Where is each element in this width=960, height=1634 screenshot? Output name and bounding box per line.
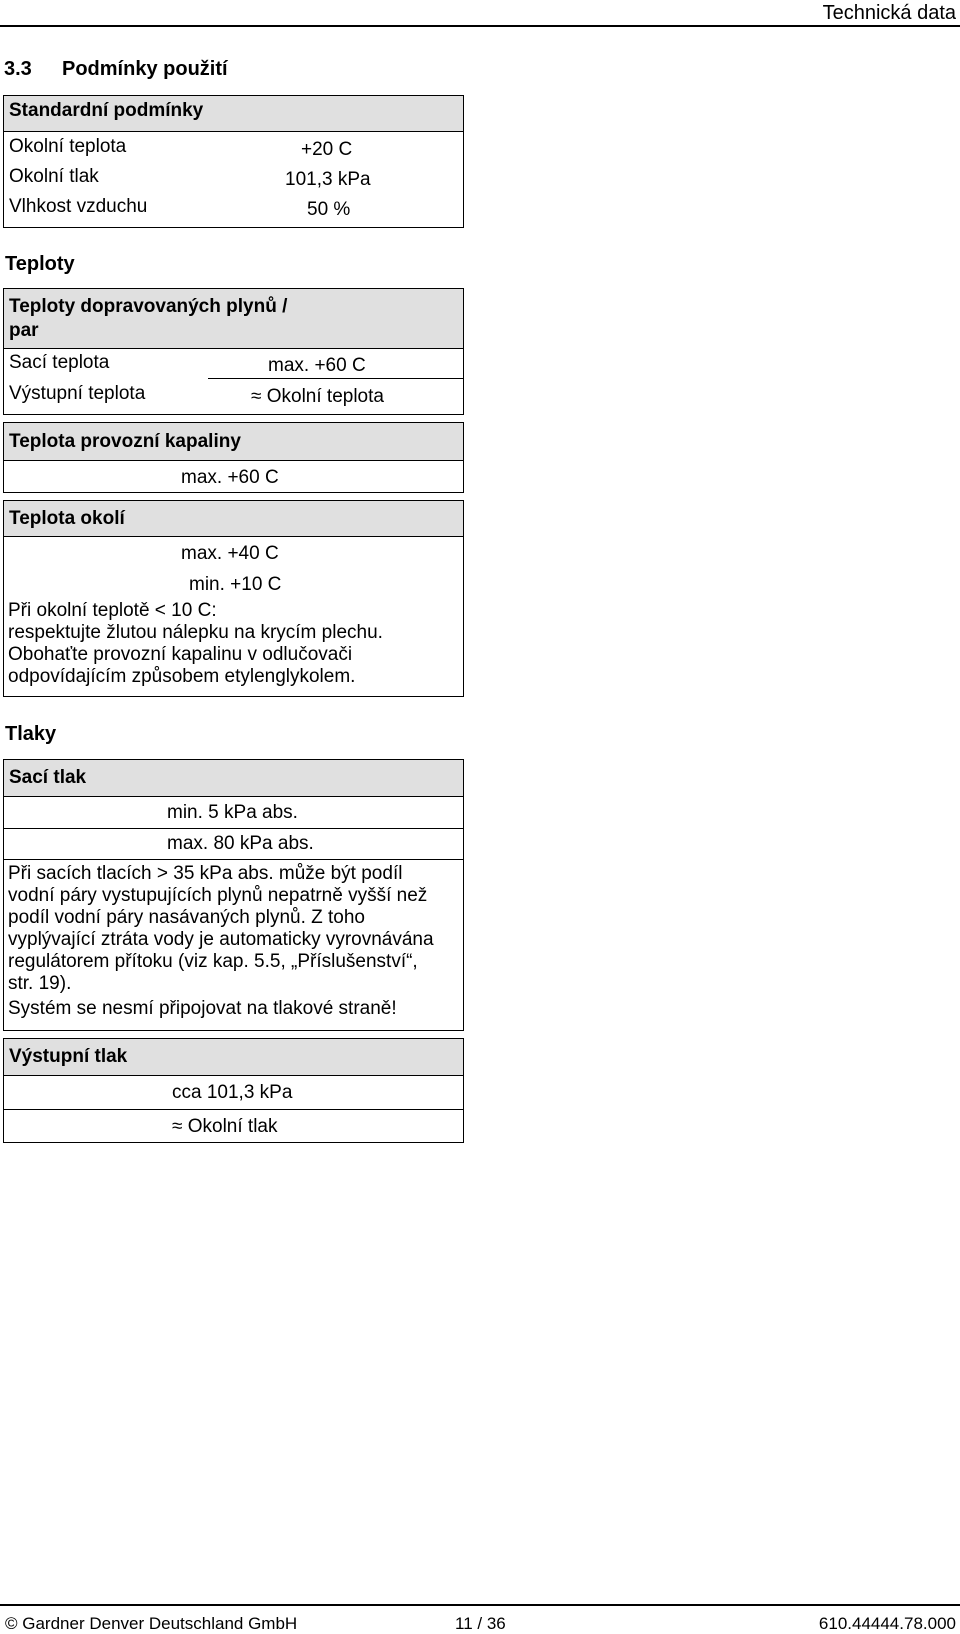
suction-pressure-title: Sací tlak	[4, 760, 463, 797]
gas-temperatures-title-line1: Teploty dopravovaných plynů /	[9, 296, 288, 317]
output-pressure-value: cca 101,3 kPa	[172, 1082, 293, 1103]
standard-conditions-title: Standardní podmínky	[4, 96, 463, 132]
ambient-pressure-value: 101,3 kPa	[285, 169, 371, 190]
suction-note-line7: Systém se nesmí připojovat na tlakové straně!	[8, 998, 397, 1019]
ambient-note-line3: Obohaťte provozní kapalinu v odlučovači	[8, 644, 353, 665]
suction-note-line1: Při sacích tlacích > 35 kPa abs. může být podíl	[8, 863, 403, 884]
output-temp-label: Výstupní teplota	[9, 383, 146, 404]
footer-doc-number: 610.44444.78.000	[818, 1614, 956, 1633]
ambient-temp-note	[8, 600, 459, 688]
fluid-temperature-title: Teplota provozní kapaliny	[4, 423, 463, 461]
output-pressure-alt-text: Okolní tlak	[187, 1116, 278, 1137]
output-temp-text: Okolní teplota	[266, 386, 384, 407]
ambient-temperature-box	[3, 500, 464, 697]
suction-note-line6: str. 19).	[8, 973, 72, 994]
suction-note-line2: vodní páry vystupujících plynů nepatrně vyšší než	[8, 885, 428, 906]
fluid-temperature-box	[3, 422, 464, 493]
footer-divider	[0, 1604, 960, 1606]
gas-temperatures-box	[3, 288, 464, 415]
suction-temp-value: max. +60 C	[268, 355, 366, 376]
gas-temperatures-title-line2: par	[9, 320, 39, 341]
ambient-note-line2: respektujte žlutou nálepku na krycím plechu.	[8, 622, 383, 643]
approx-symbol: ≈	[251, 386, 262, 407]
suction-temp-label: Sací teplota	[9, 352, 110, 373]
suction-note-line5: regulátorem přítoku (viz kap. 5.5, „Příslušenství“,	[8, 951, 418, 972]
footer-copyright: © Gardner Denver Deutschland GmbH	[5, 1614, 298, 1633]
gas-temperatures-title	[4, 289, 463, 349]
footer-page-number: 11 / 36	[455, 1614, 506, 1633]
ambient-temperature-title: Teplota okolí	[4, 501, 463, 537]
suction-pressure-divider-1	[4, 828, 463, 829]
section-title	[4, 58, 228, 81]
ambient-temp-min: min. +10 C	[189, 574, 282, 595]
output-pressure-box	[3, 1038, 464, 1143]
section-title-text: Podmínky použití	[62, 58, 228, 80]
fluid-temperature-value: max. +60 C	[181, 467, 279, 488]
ambient-temp-label: Okolní teplota	[9, 136, 127, 157]
output-pressure-alt	[172, 1116, 277, 1138]
suction-pressure-divider-2	[4, 859, 463, 860]
suction-note-line4: vyplývající ztráta vody je automaticky vyrovnávána	[8, 929, 434, 950]
header-title: Technická data	[822, 2, 956, 24]
gas-temp-divider	[208, 378, 464, 379]
suction-note-line3: podíl vodní páry nasávaných plynů. Z toho	[8, 907, 366, 928]
suction-pressure-min: min. 5 kPa abs.	[167, 802, 298, 823]
ambient-note-line4: odpovídajícím způsobem etylenglykolem.	[8, 666, 356, 687]
suction-pressure-note	[8, 863, 459, 1020]
pressures-heading: Tlaky	[5, 723, 57, 745]
ambient-pressure-label: Okolní tlak	[9, 166, 99, 187]
suction-pressure-box	[3, 759, 464, 1031]
humidity-value: 50 %	[307, 199, 351, 220]
approx-symbol-pressure: ≈	[172, 1116, 183, 1137]
standard-conditions-box	[3, 95, 464, 228]
header-divider	[0, 25, 960, 27]
section-number: 3.3	[4, 58, 32, 80]
suction-pressure-max: max. 80 kPa abs.	[167, 833, 314, 854]
ambient-note-line1: Při okolní teplotě < 10 C:	[8, 600, 217, 621]
ambient-temp-max: max. +40 C	[181, 543, 279, 564]
output-pressure-divider	[4, 1109, 463, 1110]
output-temp-value	[251, 386, 384, 408]
output-pressure-title: Výstupní tlak	[4, 1039, 463, 1076]
humidity-label: Vlhkost vzduchu	[9, 196, 148, 217]
temperatures-heading: Teploty	[5, 253, 75, 275]
ambient-temp-value: +20 C	[301, 139, 353, 160]
